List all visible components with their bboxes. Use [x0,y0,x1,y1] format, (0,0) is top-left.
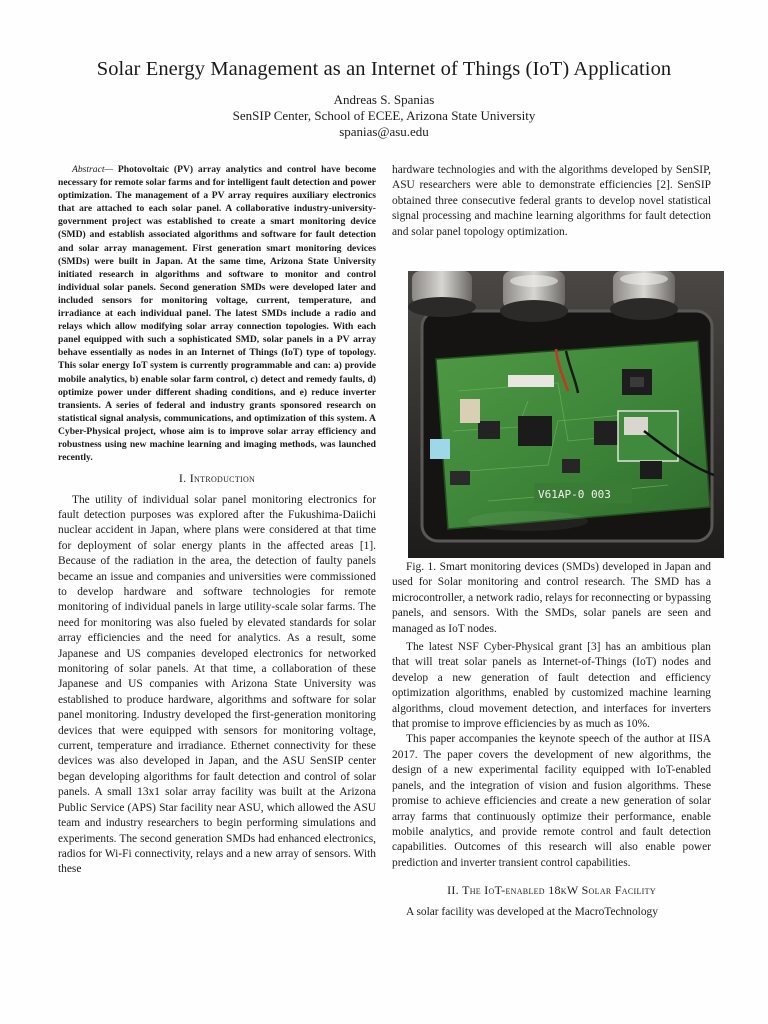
author-email: spanias@asu.edu [339,124,429,139]
smd-circuit-board-image [408,271,724,558]
smd-photo [408,271,724,558]
section-heading-introduction: I. Introduction [178,471,256,486]
abstract-label: Abstract— [72,164,114,175]
keynote-paragraph: This paper accompanies the keynote speech of the author at IISA 2017. The paper covers the development of new algorithms, the design of a new experimental facility equipped with IoT-enabled panels, and the integration of vision and fusion algorithms. These promise to achieve efficiencies and create a new generation of solar array farms that continuously optimize their performance, enable mobile analytics, and provide remote control and fault detection capabilities. Outcomes of this research will also enable power prediction and inverter transient control capabilities. [392,733,711,869]
paper-title: Solar Energy Management as an Internet of Things (IoT) Application [96,58,672,80]
abstract-text: Photovoltaic (PV) array analytics and control have become necessary for remote solar farms and for intelligent fault detection and power optimization. The management of a PV array requires auxiliary electronics that are attached to each solar panel. A collaborative industry-university-government project was established to create a smart monitoring device (SMD) and establish associated algorithms and software for fault detection and solar array management. First generation smart monitoring devices (SMDs) were built in Japan. At the same time, Arizona State University initiated research in algorithms and software to monitor and control individual solar panels. Second generation SMDs were developed later and included sensors for monitoring voltage, current, temperature, and irradiance at each individual panel. The latest SMDs include a radio and relays which allow modifying solar array connection topologies. With each panel equipped with such a sophisticated SMD, solar panels in a PV array behave essentially as nodes in an Internet of Things (IoT) type of topology. This solar energy IoT system is currently programmable and can: a) provide mobile analytics, b) enable solar farm control, c) detect and remedy faults, d) optimize power under different shading conditions, and e) reduce inverter transients. A series of federal and industry grants sponsored research on statistical signal analysis, communications, and optimization of this system. A Cyber-Physical project, whose aim is to improve solar array efficiency and robustness using new machine learning and imaging methods, was launched recently. [58,164,377,464]
board-label: V61AP-0 003 [538,488,611,501]
right-column-top [392,163,711,240]
abstract [58,163,376,464]
left-column [58,163,376,878]
continued-paragraph: hardware technologies and with the algorithms developed by SenSIP, ASU researchers were able to demonstrate efficiencies [2]. SenSIP obtained three consecutive federal grants to develop novel statistical signal processing and machine learning algorithms for fault detection and solar panel topology optimization. [392,164,711,238]
right-column-bottom [392,560,711,920]
introduction-paragraph: The utility of individual solar panel monitoring electronics for fault detection purposes was explored after the Fukushima-Daiichi nuclear accident in Japan, where plans were considered at that time for deployment of solar energy plants in the affected areas [1]. Because of the radiation in the area, the detection of faulty panels became an issue and companies and universities were commissioned to develop hardware and software technologies for remote monitoring of individual panels in large utility-scale solar farms. The need for monitoring was also fueled by elevated standards for solar array efficiencies and the need for analytics. As a result, some Japanese and US companies developed electronics for networked monitoring of solar panels. At that time, a collaboration of these Japanese and US companies with Arizona State University was established to produce hardware, algorithms and software for solar panel monitoring. Industry developed the first-generation monitoring devices that were equipped with sensors for monitoring voltage, current, temperature and irradiance. Ethernet connectivity for these devices was also developed in Japan, and the ASU SenSIP center began developing algorithms for fault detection and control of solar panels. A small 13x1 solar array facility was built at the Arizona Public Service (APS) Star facility near ASU, which allowed the ASU team and industry researchers to begin performing simulations and experiments. The second generation SMDs had enhanced electronics, radios for Wi-Fi connectivity, relays and a new array of sensors. With these [58,493,376,876]
author-name: Andreas S. Spanias [333,92,435,107]
nsf-paragraph: The latest NSF Cyber-Physical grant [3] has an ambitious plan that will treat solar panels as Internet-of-Things (IoT) nodes and develop a new generation of fault detection and efficiency optimization algorithms, enabled by customized machine learning algorithms, cloud movement detection, and interfaces for inverters that promise to improve efficiencies by as much as 10%. [392,641,711,731]
facility-paragraph: A solar facility was developed at the MacroTechnology [406,905,658,918]
section-heading-facility: II. The IoT-enabled 18kW Solar Facility [447,883,656,898]
figure-caption: Fig. 1. Smart monitoring devices (SMDs) developed in Japan and used for Solar monitoring and control research. The SMD has a microcontroller, a network radio, relays for reconnecting or bypassing panels, and sensors. With the SMDs, solar panels are seen and managed as IoT nodes. [392,561,712,635]
author-affiliation: SenSIP Center, School of ECEE, Arizona State University [232,108,536,123]
